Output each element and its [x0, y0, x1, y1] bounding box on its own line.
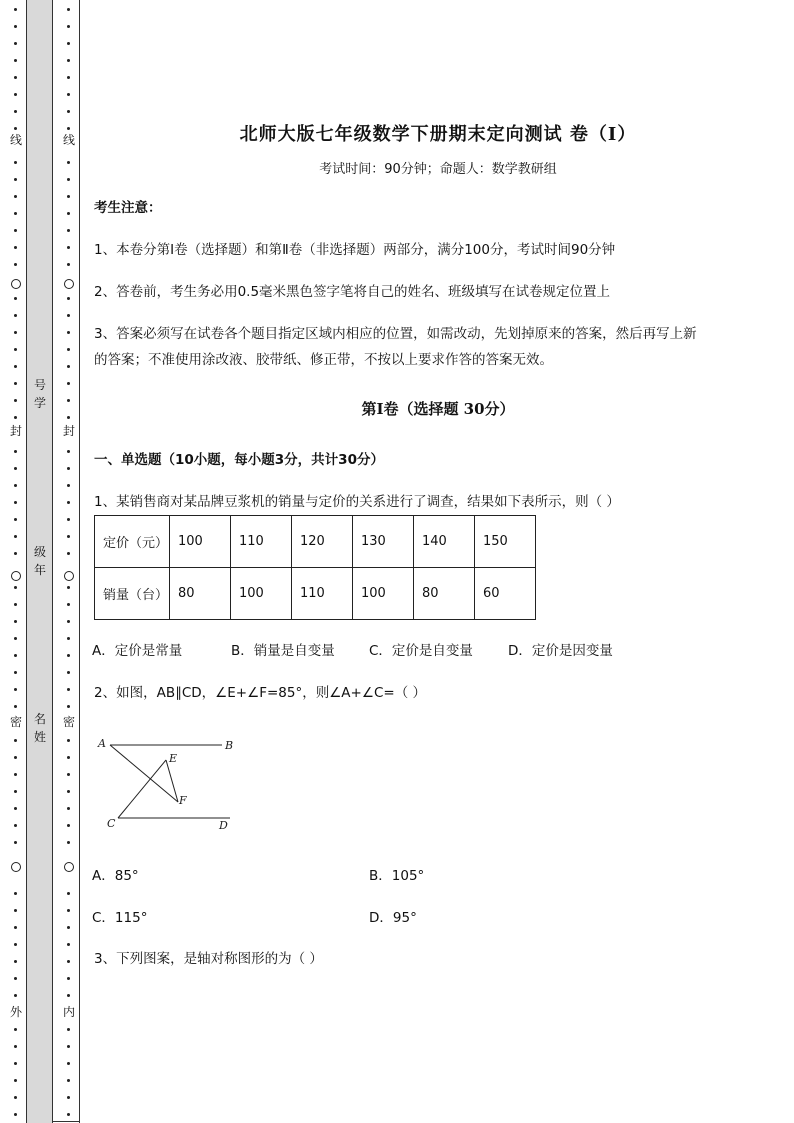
- notice-item: 1、本卷分第I卷（选择题）和第Ⅱ卷（非选择题）两部分，满分100分，考试时间90分钟: [94, 242, 616, 258]
- table-cell: 100: [231, 568, 292, 620]
- binding-dot: [14, 824, 17, 827]
- exam-title: 北师大版七年级数学下册期末定向测试 卷（Ⅰ）: [239, 124, 637, 145]
- binding-dot: [14, 178, 17, 181]
- binding-dot: [14, 127, 17, 130]
- binding-dot: [14, 960, 17, 963]
- binding-dot: [67, 195, 70, 198]
- binding-dot: [67, 620, 70, 623]
- section-title: 第I卷（选择题 30分）: [361, 400, 515, 418]
- table-cell: 140: [414, 516, 475, 568]
- binding-dot: [14, 416, 17, 419]
- inner-circle-mark: [64, 279, 74, 289]
- question-2-option-d: D．95°: [369, 910, 417, 926]
- binding-dot: [14, 450, 17, 453]
- binding-dot: [67, 246, 70, 249]
- binding-dot: [14, 484, 17, 487]
- price-sales-table: [94, 515, 536, 620]
- binding-dot: [14, 1045, 17, 1048]
- binding-dot: [14, 807, 17, 810]
- outer-circle-mark: [11, 571, 21, 581]
- outer-mark-wai: 外: [7, 1005, 25, 1019]
- table-cell: 80: [414, 568, 475, 620]
- binding-dot: [14, 637, 17, 640]
- outer-mark-feng: 封: [7, 424, 25, 438]
- binding-dot: [14, 773, 17, 776]
- table-cell: 80: [170, 568, 231, 620]
- binding-dot: [14, 399, 17, 402]
- notice-item: 3、答案必须写在试卷各个题目指定区域内相应的位置，如需改动，先划掉原来的答案，然后再写上新: [94, 326, 697, 342]
- binding-rule: [79, 0, 80, 1123]
- binding-dot: [67, 297, 70, 300]
- binding-dot: [67, 518, 70, 521]
- binding-dot: [67, 926, 70, 929]
- binding-dot: [67, 807, 70, 810]
- binding-dot: [67, 110, 70, 113]
- table-cell: 120: [292, 516, 353, 568]
- notice-item: 2、答卷前，考生务必用0.5毫米黑色签字笔将自己的姓名、班级填写在试卷规定位置上: [94, 284, 611, 300]
- inner-mark-xian: 线: [60, 133, 78, 147]
- parallel-lines-figure: [94, 728, 244, 838]
- binding-dot: [67, 229, 70, 232]
- binding-dot: [67, 76, 70, 79]
- name-label: 名姓: [33, 712, 46, 744]
- binding-dot: [14, 195, 17, 198]
- binding-dot: [67, 790, 70, 793]
- binding-dot: [14, 1079, 17, 1082]
- outer-mark-mi: 密: [7, 715, 25, 729]
- binding-dot: [14, 586, 17, 589]
- binding-dot: [14, 331, 17, 334]
- outer-circle-mark: [11, 862, 21, 872]
- inner-circle-mark: [64, 571, 74, 581]
- binding-dot: [14, 110, 17, 113]
- binding-dot: [14, 42, 17, 45]
- binding-dot: [14, 790, 17, 793]
- binding-dot: [14, 246, 17, 249]
- binding-dot: [67, 331, 70, 334]
- segment-af: [110, 745, 178, 802]
- table-cell: 销量（台）: [95, 568, 170, 620]
- binding-dot: [14, 892, 17, 895]
- binding-dot: [14, 926, 17, 929]
- segment-fe: [166, 760, 178, 802]
- binding-dot: [67, 212, 70, 215]
- binding-dot: [14, 59, 17, 62]
- point-label-e: E: [169, 752, 178, 765]
- binding-dot: [67, 93, 70, 96]
- binding-dot: [14, 212, 17, 215]
- binding-dot: [67, 1079, 70, 1082]
- binding-dot: [67, 756, 70, 759]
- binding-dot: [67, 994, 70, 997]
- exam-subtitle: 考试时间：90分钟；命题人：数学教研组: [319, 162, 557, 177]
- binding-dot: [67, 314, 70, 317]
- binding-dot: [67, 960, 70, 963]
- binding-dot: [14, 977, 17, 980]
- binding-dot: [14, 705, 17, 708]
- binding-dot: [14, 688, 17, 691]
- binding-dot: [14, 739, 17, 742]
- binding-dot: [14, 501, 17, 504]
- binding-dot: [67, 365, 70, 368]
- binding-dot: [14, 263, 17, 266]
- binding-dot: [67, 399, 70, 402]
- table-cell: 110: [231, 516, 292, 568]
- binding-dot: [14, 654, 17, 657]
- binding-dot: [67, 178, 70, 181]
- binding-dot: [67, 552, 70, 555]
- question-1-option-d: D．定价是因变量: [508, 643, 613, 659]
- binding-dot: [67, 671, 70, 674]
- binding-dot: [67, 1113, 70, 1116]
- outer-dot-column: [11, 0, 21, 1123]
- notice-item: 的答案；不准使用涂改液、胶带纸、修正带，不按以上要求作答的答案无效。: [94, 352, 553, 368]
- binding-dot: [67, 467, 70, 470]
- table-cell: 150: [475, 516, 536, 568]
- binding-dot: [14, 1096, 17, 1099]
- binding-dot: [67, 1028, 70, 1031]
- binding-dot: [67, 637, 70, 640]
- binding-dot: [67, 943, 70, 946]
- binding-dot: [67, 8, 70, 11]
- binding-dot: [14, 229, 17, 232]
- binding-dot: [14, 620, 17, 623]
- point-label-d: D: [219, 819, 228, 832]
- binding-dot: [67, 42, 70, 45]
- binding-dot: [14, 552, 17, 555]
- binding-dot: [14, 1062, 17, 1065]
- binding-dot: [14, 8, 17, 11]
- binding-dot: [67, 841, 70, 844]
- binding-dot: [67, 450, 70, 453]
- table-cell: 110: [292, 568, 353, 620]
- binding-dot: [67, 909, 70, 912]
- binding-dot: [67, 773, 70, 776]
- table-row: [95, 516, 536, 568]
- point-label-b: B: [225, 739, 234, 752]
- binding-dot: [67, 1096, 70, 1099]
- question-2-stem: 2、如图，AB∥CD，∠E+∠F=85°，则∠A+∠C=（ ）: [94, 685, 426, 701]
- binding-dot: [14, 603, 17, 606]
- binding-dot: [67, 688, 70, 691]
- point-label-a: A: [98, 737, 106, 750]
- outer-circle-mark: [11, 279, 21, 289]
- question-1-option-a: A．定价是常量: [92, 643, 183, 659]
- binding-dot: [67, 1045, 70, 1048]
- question-1-stem: 1、某销售商对某品牌豆浆机的销量与定价的关系进行了调查，结果如下表所示，则（ ）: [94, 494, 620, 510]
- binding-dot: [67, 824, 70, 827]
- binding-dot: [67, 501, 70, 504]
- binding-dot: [67, 535, 70, 538]
- binding-dot: [67, 603, 70, 606]
- binding-dot: [14, 76, 17, 79]
- inner-mark-mi: 密: [60, 715, 78, 729]
- table-cell: 130: [353, 516, 414, 568]
- binding-dot: [67, 382, 70, 385]
- binding-dot: [67, 977, 70, 980]
- table-cell: 100: [353, 568, 414, 620]
- table-cell: 60: [475, 568, 536, 620]
- question-3-stem: 3、下列图案，是轴对称图形的为（ ）: [94, 951, 323, 967]
- table-row: [95, 568, 536, 620]
- table-cell: 定价（元）: [95, 516, 170, 568]
- binding-dot: [14, 93, 17, 96]
- student-number-label: 号学: [33, 378, 46, 410]
- segment-ec: [118, 760, 166, 818]
- inner-circle-mark: [64, 862, 74, 872]
- inner-dot-column: [64, 0, 74, 1123]
- binding-dot: [67, 161, 70, 164]
- question-1-option-c: C．定价是自变量: [369, 643, 473, 659]
- binding-dot: [14, 348, 17, 351]
- binding-dot: [14, 841, 17, 844]
- binding-dot: [67, 484, 70, 487]
- binding-dot: [14, 161, 17, 164]
- binding-dot: [67, 739, 70, 742]
- binding-dot: [14, 943, 17, 946]
- binding-dot: [14, 297, 17, 300]
- outer-mark-xian: 线: [7, 133, 25, 147]
- binding-dot: [14, 25, 17, 28]
- binding-dot: [14, 756, 17, 759]
- notice-heading: 考生注意：: [94, 200, 162, 216]
- binding-dot: [67, 416, 70, 419]
- binding-dot: [67, 892, 70, 895]
- binding-dot: [67, 705, 70, 708]
- binding-dot: [67, 25, 70, 28]
- binding-dot: [67, 348, 70, 351]
- binding-dot: [67, 59, 70, 62]
- binding-dot: [14, 382, 17, 385]
- question-2-option-c: C．115°: [92, 910, 148, 926]
- part-heading: 一、单选题（10小题，每小题3分，共计30分）: [94, 452, 384, 468]
- inner-mark-feng: 封: [60, 424, 78, 438]
- table-cell: 100: [170, 516, 231, 568]
- binding-dot: [14, 1028, 17, 1031]
- binding-dot: [14, 365, 17, 368]
- binding-dot: [67, 654, 70, 657]
- binding-dot: [14, 518, 17, 521]
- binding-dot: [14, 909, 17, 912]
- point-label-c: C: [107, 817, 116, 830]
- binding-dot: [14, 671, 17, 674]
- inner-mark-nei: 内: [60, 1005, 78, 1019]
- binding-dot: [67, 263, 70, 266]
- question-1-option-b: B．销量是自变量: [231, 643, 335, 659]
- binding-dot: [67, 586, 70, 589]
- binding-dot: [14, 535, 17, 538]
- binding-dot: [14, 1113, 17, 1116]
- binding-dot: [14, 314, 17, 317]
- binding-dot: [67, 127, 70, 130]
- grade-label: 级年: [33, 545, 46, 577]
- point-label-f: F: [179, 794, 187, 807]
- binding-dot: [14, 994, 17, 997]
- question-2-option-a: A．85°: [92, 868, 139, 884]
- question-2-option-b: B．105°: [369, 868, 425, 884]
- binding-dot: [14, 467, 17, 470]
- binding-dot: [67, 1062, 70, 1065]
